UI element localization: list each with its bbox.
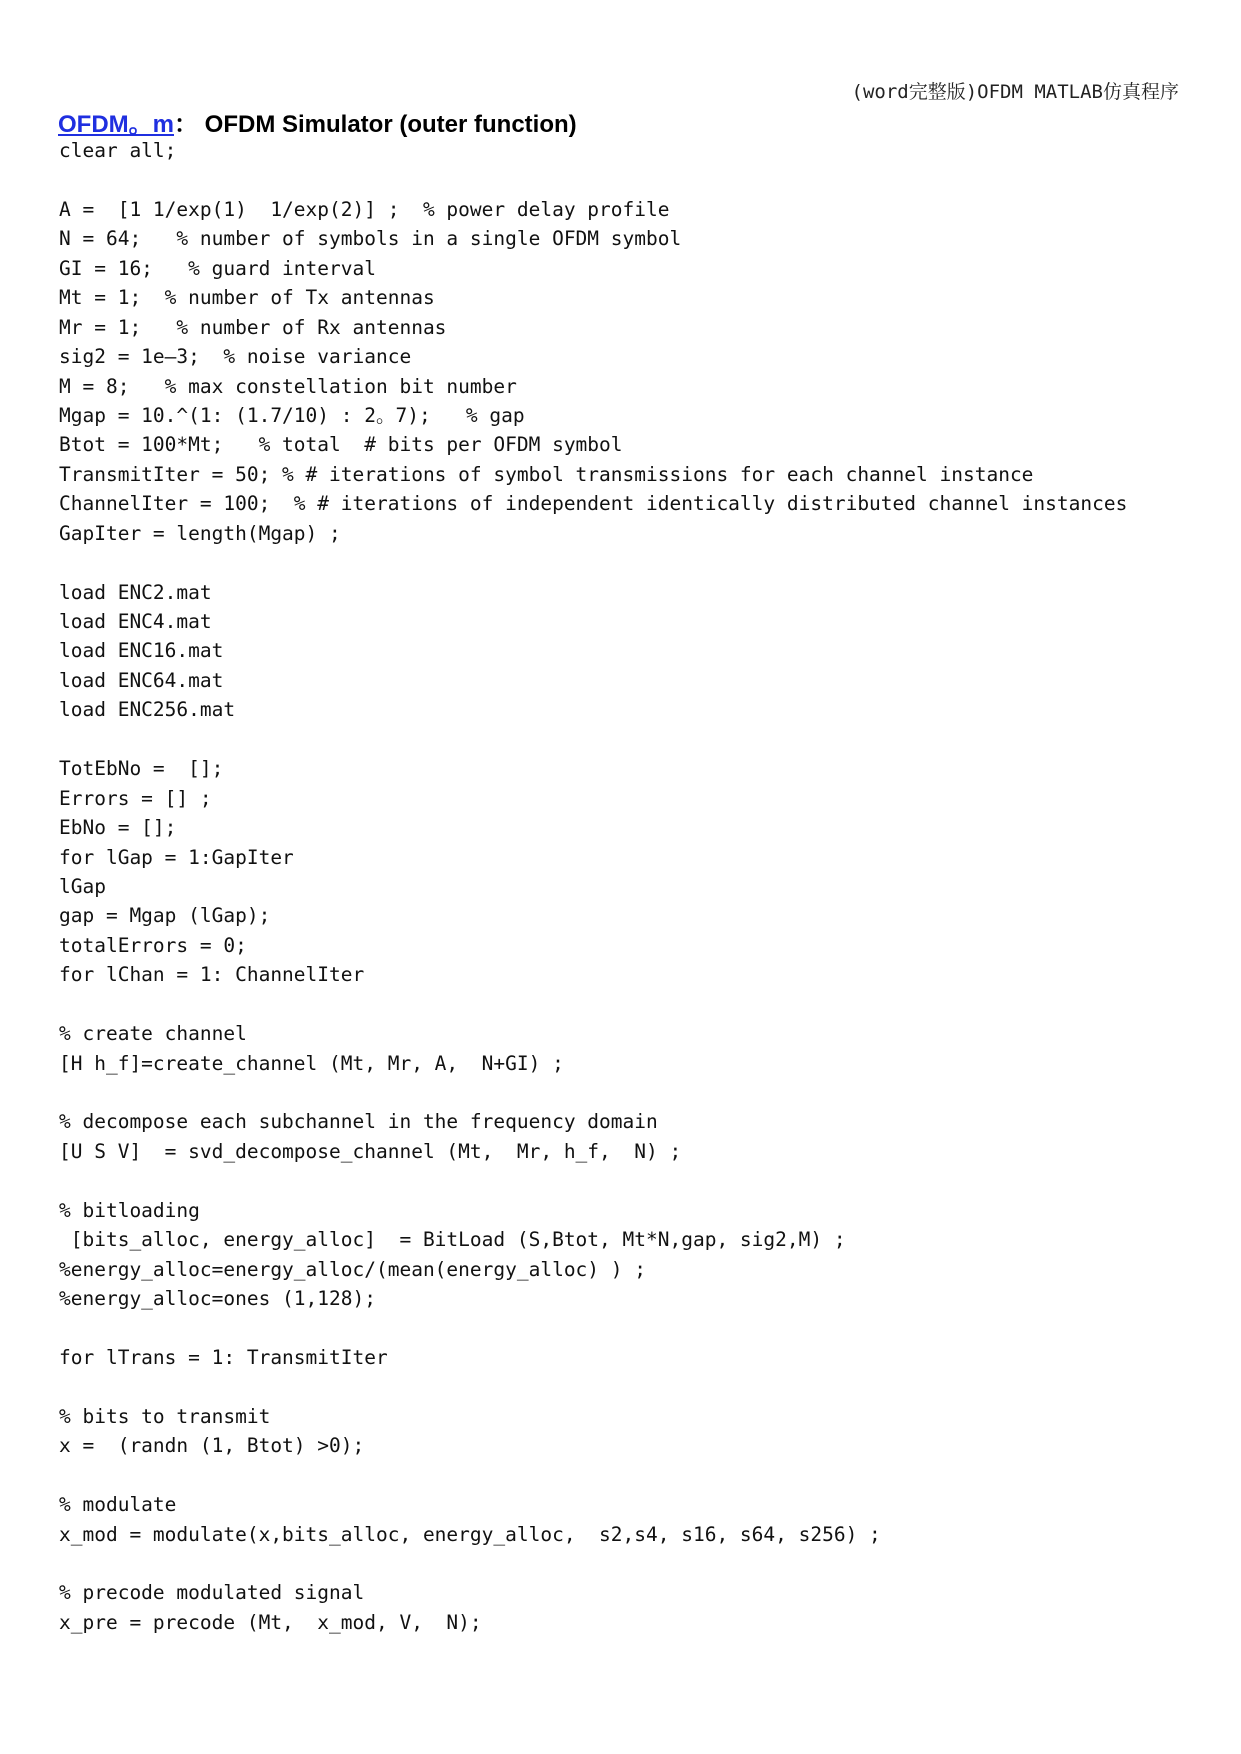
code-line: % bits to transmit bbox=[59, 1404, 271, 1428]
code-line: load ENC256.mat bbox=[59, 698, 236, 722]
code-line: N = 64; % number of symbols in a single OFDM symbol bbox=[59, 227, 682, 251]
code-line: for lTrans = 1: TransmitIter bbox=[59, 1345, 388, 1369]
code-line: [H h_f]=create_channel (Mt, Mr, A, N+GI) ; bbox=[59, 1051, 564, 1075]
code-line bbox=[59, 1461, 1127, 1490]
code-line: Errors = [] ; bbox=[59, 786, 212, 810]
code-line: Btot = 100*Mt; % total # bits per OFDM symbol bbox=[59, 433, 623, 457]
code-line: %energy_alloc=energy_alloc/(mean(energy_alloc) ) ; bbox=[59, 1257, 646, 1281]
code-line: TransmitIter = 50; % # iterations of symbol transmissions for each channel instance bbox=[59, 462, 1034, 486]
code-line: A = [1 1/exp(1) 1/exp(2)] ; % power delay profile bbox=[59, 197, 670, 221]
code-line bbox=[59, 725, 1127, 754]
code-line bbox=[59, 990, 1127, 1019]
code-line bbox=[59, 548, 1127, 577]
code-line: TotEbNo = []; bbox=[59, 757, 224, 781]
code-line: clear all; bbox=[59, 139, 177, 162]
code-line: for lChan = 1: ChannelIter bbox=[59, 963, 365, 987]
code-line: lGap bbox=[59, 874, 106, 898]
code-line: x = (randn (1, Btot) >0); bbox=[59, 1434, 365, 1458]
code-block bbox=[59, 136, 1127, 1637]
code-line: EbNo = []; bbox=[59, 816, 177, 840]
code-line bbox=[59, 1166, 1127, 1195]
code-line: gap = Mgap (lGap); bbox=[59, 904, 271, 928]
code-line: GapIter = length(Mgap) ; bbox=[59, 521, 341, 545]
code-line: Mr = 1; % number of Rx antennas bbox=[59, 315, 447, 339]
code-line: % precode modulated signal bbox=[59, 1581, 365, 1605]
title-text: OFDM Simulator (outer function) bbox=[204, 111, 577, 138]
code-line: sig2 = 1e—3; % noise variance bbox=[59, 345, 412, 369]
code-line bbox=[59, 165, 1127, 194]
code-line: M = 8; % max constellation bit number bbox=[59, 374, 517, 398]
title-separator: ： bbox=[174, 111, 198, 138]
file-name-link[interactable]: OFDM。m bbox=[58, 111, 174, 138]
code-line: for lGap = 1:GapIter bbox=[59, 845, 294, 869]
code-line: ChannelIter = 100; % # iterations of independent identically distributed channel instances bbox=[59, 492, 1128, 516]
code-line bbox=[59, 1078, 1127, 1107]
code-line: Mgap = 10.^(1: (1.7/10) : 2。7); % gap bbox=[59, 403, 525, 427]
code-line: [bits_alloc, energy_alloc] = BitLoad (S,Btot, Mt*N,gap, sig2,M) ; bbox=[59, 1228, 846, 1252]
code-line: load ENC16.mat bbox=[59, 639, 224, 663]
code-line: % decompose each subchannel in the frequency domain bbox=[59, 1110, 658, 1134]
section-title bbox=[58, 104, 577, 139]
code-line: %energy_alloc=ones (1,128); bbox=[59, 1287, 376, 1311]
code-line bbox=[59, 1314, 1127, 1343]
code-line: % bitloading bbox=[59, 1198, 200, 1222]
code-line: % modulate bbox=[59, 1493, 177, 1517]
code-line bbox=[59, 1372, 1127, 1401]
code-line: x_mod = modulate(x,bits_alloc, energy_alloc, s2,s4, s16, s64, s256) ; bbox=[59, 1522, 881, 1546]
code-line bbox=[59, 1549, 1127, 1578]
document-header: (word完整版)OFDM MATLAB仿真程序 bbox=[851, 81, 1179, 103]
code-line: Mt = 1; % number of Tx antennas bbox=[59, 286, 435, 310]
code-line: load ENC4.mat bbox=[59, 610, 212, 633]
code-line: load ENC2.mat bbox=[59, 580, 212, 604]
code-line: % create channel bbox=[59, 1022, 247, 1046]
code-line: x_pre = precode (Mt, x_mod, V, N); bbox=[59, 1610, 482, 1634]
code-line: GI = 16; % guard interval bbox=[59, 256, 376, 280]
code-line: load ENC64.mat bbox=[59, 668, 224, 692]
code-line: [U S V] = svd_decompose_channel (Mt, Mr, h_f, N) ; bbox=[59, 1139, 682, 1163]
code-line: totalErrors = 0; bbox=[59, 933, 247, 957]
